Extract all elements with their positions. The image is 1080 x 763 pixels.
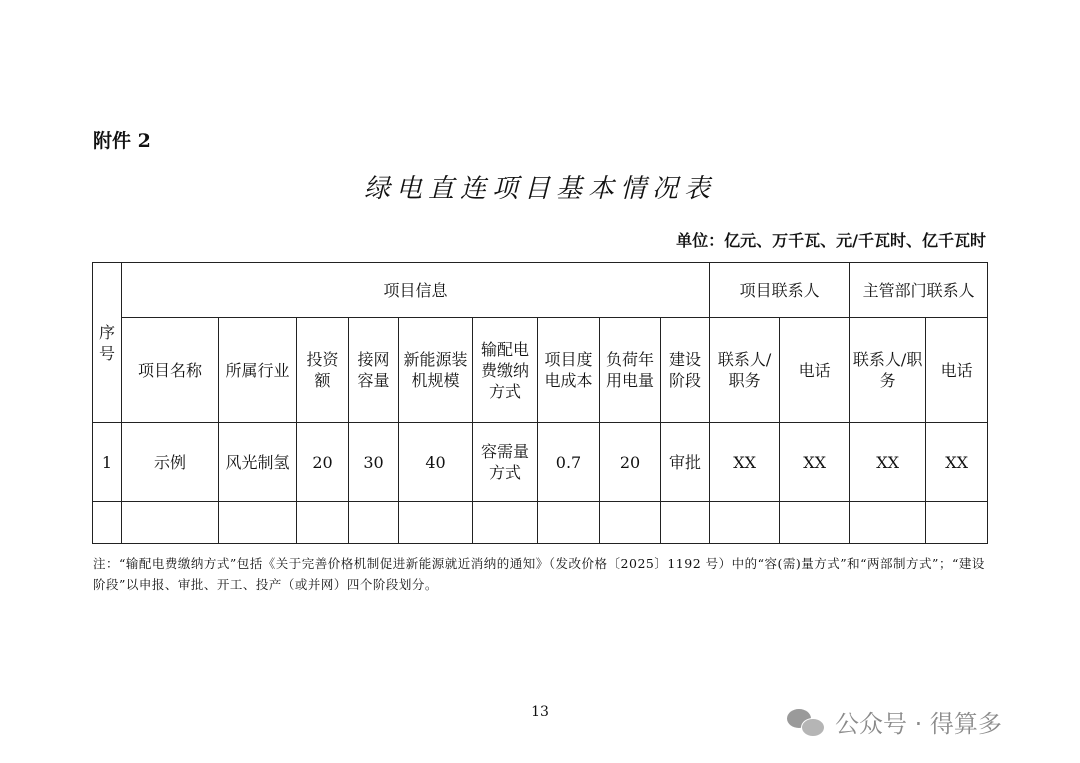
unit-label: 单位：亿元、万千瓦、元/千瓦时、亿千瓦时 (676, 231, 986, 250)
page-title: 绿电直连项目基本情况表 (363, 174, 716, 204)
col-header: 输配电费缴纳方式 (473, 318, 538, 423)
table-cell: 40 (399, 423, 473, 502)
seq-header: 序号 (93, 263, 122, 423)
col-header: 接网容量 (349, 318, 399, 423)
table-cell (219, 502, 297, 544)
watermark-text: 公众号 · 得算多 (835, 710, 1002, 738)
table-cell: 0.7 (538, 423, 600, 502)
table-cell (661, 502, 710, 544)
table-cell (600, 502, 661, 544)
col-header: 建设阶段 (661, 318, 710, 423)
table-cell (349, 502, 399, 544)
col-header: 新能源装机规模 (399, 318, 473, 423)
project-info-table (92, 262, 988, 544)
table-header-row-groups (93, 263, 988, 318)
table-cell: 30 (349, 423, 399, 502)
col-header: 联系人/职务 (710, 318, 780, 423)
table-cell (926, 502, 988, 544)
wechat-icon (787, 707, 827, 737)
table-cell: 20 (600, 423, 661, 502)
table-cell: XX (780, 423, 850, 502)
col-header: 电话 (780, 318, 850, 423)
col-header: 负荷年用电量 (600, 318, 661, 423)
group-project-info: 项目信息 (122, 263, 710, 318)
col-header: 联系人/职务 (850, 318, 926, 423)
col-header: 项目名称 (122, 318, 219, 423)
table-cell: 示例 (122, 423, 219, 502)
table-header-row-columns (93, 318, 988, 423)
table-cell: 风光制氢 (219, 423, 297, 502)
table-cell (780, 502, 850, 544)
col-header: 投资额 (297, 318, 349, 423)
table-cell: XX (710, 423, 780, 502)
table-cell (538, 502, 600, 544)
footnote: 注：“输配电费缴纳方式”包括《关于完善价格机制促进新能源就近消纳的通知》（发改价格〔2025〕1192 号）中的“容(需)量方式”和“两部制方式”；“建设阶段”以申报、审批、开工、投产（或并网）四个阶段划分。 (93, 556, 985, 592)
table-cell: 容需量方式 (473, 423, 538, 502)
table-cell (710, 502, 780, 544)
table-cell (850, 502, 926, 544)
table-cell (93, 502, 122, 544)
table-cell (122, 502, 219, 544)
col-header: 项目度电成本 (538, 318, 600, 423)
table-cell: 20 (297, 423, 349, 502)
table-cell: 1 (93, 423, 122, 502)
watermark (787, 704, 1002, 739)
table-row (93, 423, 988, 502)
group-dept-contact: 主管部门联系人 (850, 263, 988, 318)
col-header: 电话 (926, 318, 988, 423)
table-cell (473, 502, 538, 544)
table-cell (297, 502, 349, 544)
table-cell: XX (850, 423, 926, 502)
col-header: 所属行业 (219, 318, 297, 423)
table-cell: 审批 (661, 423, 710, 502)
attachment-label: 附件 2 (93, 130, 151, 152)
group-project-contact: 项目联系人 (710, 263, 850, 318)
table-row-empty (93, 502, 988, 544)
table-cell: XX (926, 423, 988, 502)
table-cell (399, 502, 473, 544)
page-number: 13 (531, 704, 549, 720)
